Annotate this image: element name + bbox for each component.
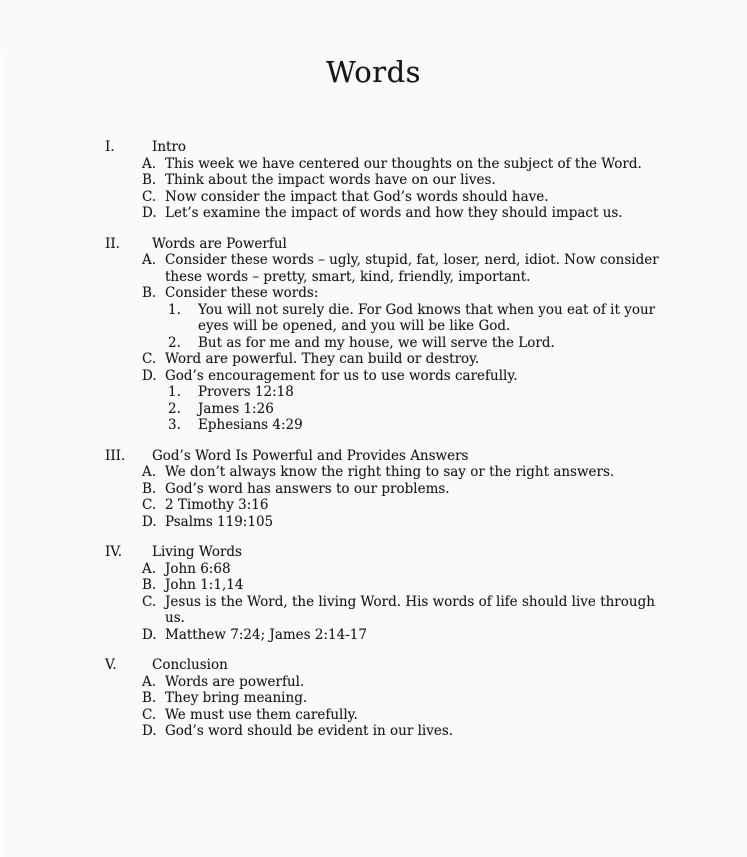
item-label: B.: [142, 577, 157, 593]
item-content: [165, 205, 667, 222]
section-numeral: I.: [105, 139, 115, 155]
outline-item: [142, 285, 667, 351]
outline-item: [142, 627, 667, 644]
outline-subitem: [168, 417, 667, 434]
item-label: D.: [142, 723, 157, 739]
item-text: Words are powerful.: [165, 673, 305, 690]
outline-item: [142, 707, 667, 724]
item-content: [165, 285, 667, 351]
item-content: [165, 464, 667, 481]
item-label: C.: [142, 706, 157, 723]
outline-section: [105, 139, 667, 222]
outline-item: [142, 561, 667, 578]
section-heading: Living Words: [152, 544, 242, 560]
outline-item: [142, 497, 667, 514]
outline: [105, 139, 667, 740]
outline-item: [142, 674, 667, 691]
item-text: Let’s examine the impact of words and how they should impact us.: [165, 205, 623, 221]
item-content: [165, 481, 667, 498]
item-content: [165, 690, 667, 707]
item-label: C.: [142, 351, 157, 367]
page-title: Words: [325, 55, 422, 89]
outline-item: [142, 156, 667, 173]
item-content: [165, 514, 667, 531]
item-text: Matthew 7:24; James 2:14-17: [165, 626, 367, 643]
item-content: [165, 577, 667, 594]
item-text: We must use them carefully.: [165, 706, 358, 723]
item-text: Psalms 119:105: [165, 513, 274, 530]
item-text: Word are powerful. They can build or destroy.: [165, 351, 480, 367]
item-content: [165, 627, 667, 644]
item-text: Jesus is the Word, the living Word. His words of life should live through us.: [165, 593, 655, 626]
outline-item: [142, 205, 667, 222]
outline-item: [142, 172, 667, 189]
item-label: C.: [142, 188, 157, 205]
item-label: B.: [142, 172, 157, 188]
outline-item: [142, 368, 667, 434]
item-label: A.: [142, 464, 157, 480]
outline-item: [142, 464, 667, 481]
section-body: [142, 236, 667, 434]
item-text: Consider these words:: [165, 285, 319, 301]
outline-item: [142, 514, 667, 531]
outline-item: [142, 189, 667, 206]
outline-item: [142, 577, 667, 594]
outline-item: [142, 690, 667, 707]
subitem-label: 2.: [168, 400, 181, 417]
section-body: [142, 139, 667, 222]
item-text: Think about the impact words have on our lives.: [165, 172, 496, 188]
item-label: B.: [142, 480, 157, 497]
outline-item: [142, 351, 667, 368]
subitem-label: 2.: [168, 334, 181, 351]
item-text: This week we have centered our thoughts on the subject of the Word.: [165, 155, 642, 172]
item-text: God’s encouragement for us to use words carefully.: [165, 367, 518, 384]
item-text: Now consider the impact that God’s words should have.: [165, 188, 549, 205]
section-heading: Words are Powerful: [152, 235, 287, 252]
outline-item: [142, 481, 667, 498]
section-heading: God’s Word Is Powerful and Provides Answers: [152, 447, 469, 464]
section-heading: Intro: [152, 139, 187, 155]
outline-subitem: [168, 384, 667, 401]
item-content: [165, 351, 667, 368]
document-page: [0, 55, 747, 740]
item-text: John 1:1,14: [165, 577, 244, 593]
subitem-text: But as for me and my house, we will serve the Lord.: [198, 334, 555, 351]
item-label: C.: [142, 593, 157, 610]
subitem-text: James 1:26: [198, 400, 274, 417]
section-numeral: V.: [105, 657, 117, 673]
section-numeral: III.: [105, 447, 126, 464]
outline-subitem: [168, 401, 667, 418]
item-text: God’s word has answers to our problems.: [165, 480, 450, 497]
item-content: [165, 707, 667, 724]
item-content: [165, 156, 667, 173]
item-text: They bring meaning.: [165, 690, 308, 706]
item-label: A.: [142, 673, 157, 690]
scan-edge-artifact: [0, 55, 4, 857]
outline-subitem: [168, 302, 667, 335]
item-label: B.: [142, 285, 157, 301]
outline-section: [105, 448, 667, 531]
outline-section: [105, 657, 667, 740]
item-content: [165, 594, 667, 627]
outline-item: [142, 723, 667, 740]
section-body: [142, 657, 667, 740]
item-content: [165, 561, 667, 578]
item-label: A.: [142, 155, 157, 172]
item-text: God’s word should be evident in our lives.: [165, 723, 454, 739]
section-body: [142, 544, 667, 643]
item-label: D.: [142, 367, 157, 384]
section-numeral: II.: [105, 235, 120, 252]
item-label: A.: [142, 560, 157, 577]
subitem-text: Ephesians 4:29: [198, 417, 303, 433]
item-text: We don’t always know the right thing to say or the right answers.: [165, 464, 615, 480]
item-content: [165, 497, 667, 514]
subitem-label: 3.: [168, 417, 181, 433]
item-content: [165, 723, 667, 740]
subitem-label: 1.: [168, 384, 181, 400]
item-label: C.: [142, 497, 157, 513]
subitem-label: 1.: [168, 301, 181, 318]
outline-item: [142, 252, 667, 285]
item-label: B.: [142, 690, 157, 706]
section-heading: Conclusion: [152, 657, 228, 673]
item-text: John 6:68: [165, 560, 231, 577]
subitem-text: You will not surely die. For God knows that when you eat of it your eyes will be opened, and you will be like God.: [198, 301, 656, 334]
item-label: D.: [142, 513, 157, 530]
section-body: [142, 448, 667, 531]
item-content: [165, 252, 667, 285]
item-label: A.: [142, 252, 157, 268]
item-content: [165, 172, 667, 189]
item-label: D.: [142, 626, 157, 643]
item-content: [165, 368, 667, 434]
item-content: [165, 189, 667, 206]
section-numeral: IV.: [105, 544, 123, 560]
outline-subitem: [168, 335, 667, 352]
item-text: 2 Timothy 3:16: [165, 497, 269, 513]
item-text: Consider these words – ugly, stupid, fat, loser, nerd, idiot. Now consider these words – pretty, smart, kind, friendly, important.: [165, 252, 659, 285]
item-label: D.: [142, 205, 157, 221]
subitem-text: Provers 12:18: [198, 384, 294, 400]
item-content: [165, 674, 667, 691]
outline-item: [142, 594, 667, 627]
outline-section: [105, 236, 667, 434]
outline-section: [105, 544, 667, 643]
